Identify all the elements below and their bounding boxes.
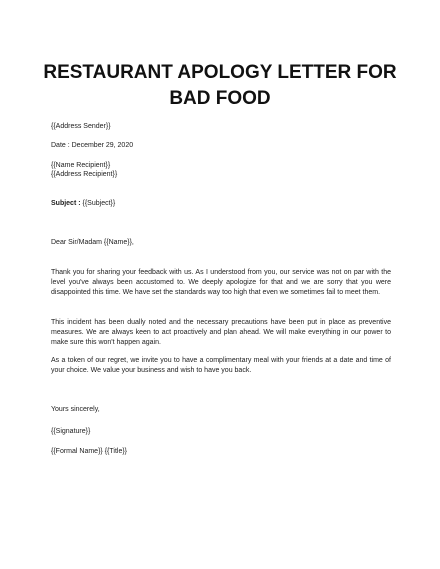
date-line xyxy=(51,141,133,151)
letter-title: RESTAURANT APOLOGY LETTER FOR BAD FOOD xyxy=(43,62,397,109)
address-recipient: {{Address Recipient}} xyxy=(51,171,118,178)
salutation: Dear Sir/Madam {{Name}}, xyxy=(51,239,134,246)
subject-value: {{Subject}} xyxy=(80,200,116,207)
name-recipient: {{Name Recipient}} xyxy=(51,162,111,169)
paragraph-2: This incident has been dually noted and the necessary precautions have been put in place as preventive measures. We are always keen to act proactively and plan ahead. We will make everything in our power to make sure this won't happen again. xyxy=(51,319,391,346)
date-value: December 29, 2020 xyxy=(71,142,134,149)
address-sender: {{Address Sender}} xyxy=(51,123,111,130)
signature: {{Signature}} xyxy=(51,428,91,435)
formal-name-title: {{Formal Name}} {{Title}} xyxy=(51,448,128,455)
paragraph-3: As a token of our regret, we invite you to have a complimentary meal with your friends at a date and time of your choice. We value your business and wish to have you back. xyxy=(51,357,391,374)
subject-label: Subject : xyxy=(51,200,81,207)
subject-line xyxy=(51,199,115,209)
paragraph-1: Thank you for sharing your feedback with us. As I understood from you, our service was not on par with the level you've always been accustomed to. We deeply apologize for that and we are sorry that you were disappointed this time. We have set the standards way too high that even we sometimes fail to meet them. xyxy=(51,269,391,296)
date-label: Date : xyxy=(51,142,72,149)
closing: Yours sincerely, xyxy=(51,406,100,413)
